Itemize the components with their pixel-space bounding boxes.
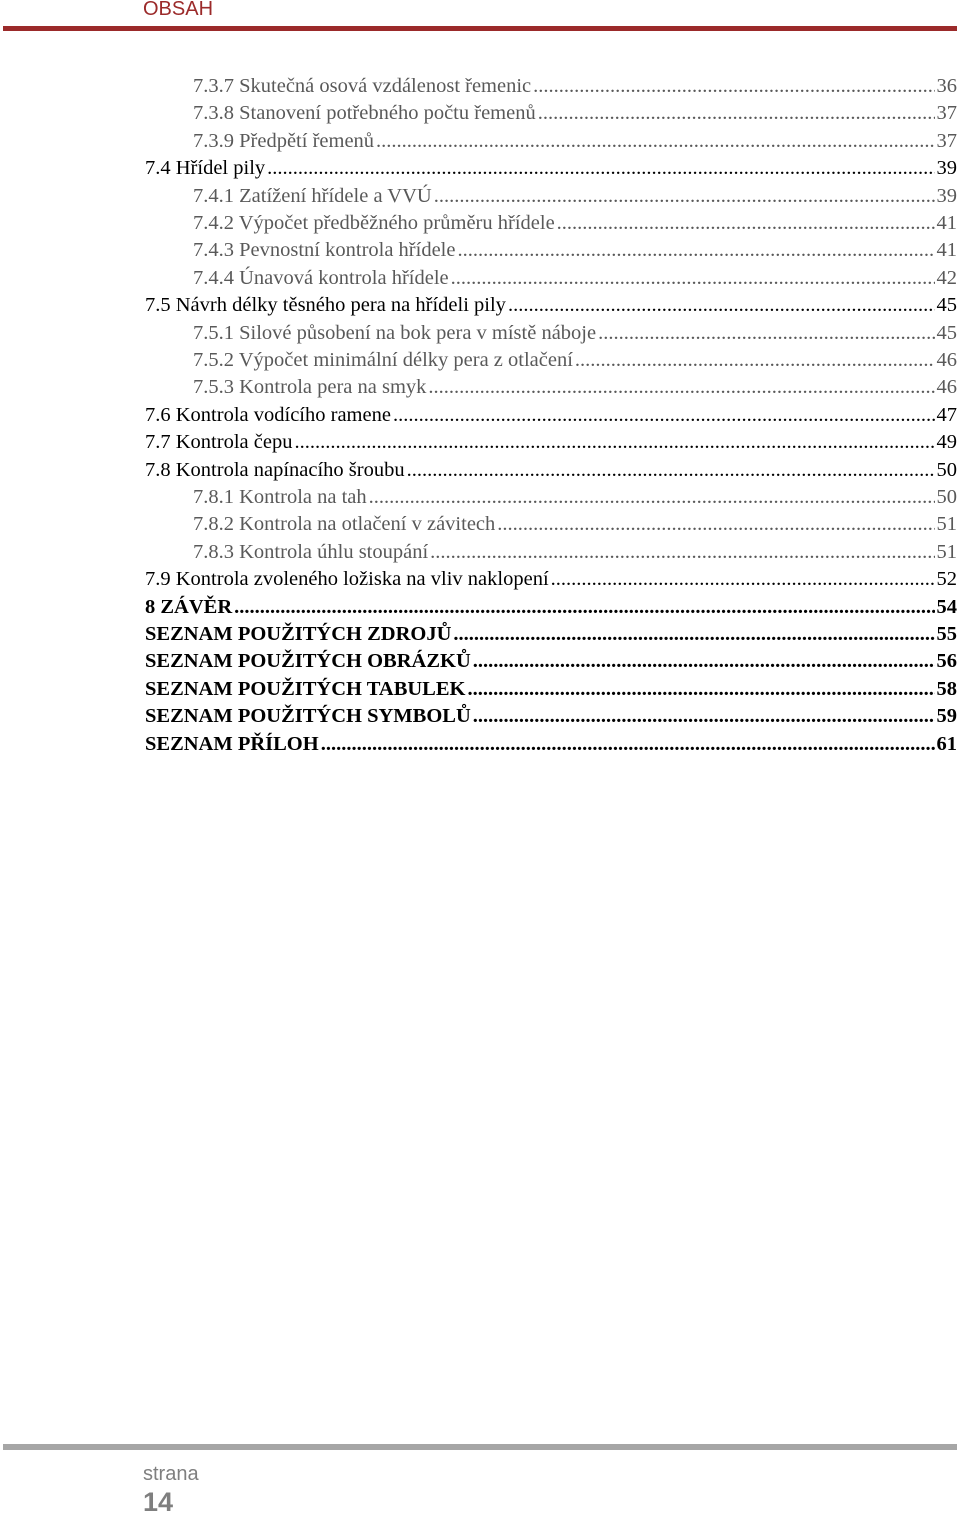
toc-entry[interactable] (145, 621, 957, 648)
toc-entry-page: 39 (936, 157, 957, 180)
toc-entry-label: 8 ZÁVĚR (145, 595, 233, 618)
toc-leader-dots (457, 237, 934, 264)
toc-entry[interactable] (193, 320, 957, 347)
toc-entry-label: 7.3.7 Skutečná osová vzdálenost řemenic (193, 75, 532, 97)
toc-leader-dots (430, 539, 934, 566)
toc-entry-page: 50 (936, 458, 957, 481)
toc-leader-dots (533, 73, 934, 100)
toc-leader-dots (294, 429, 934, 456)
toc-leader-dots (497, 511, 934, 538)
footer-divider (3, 1444, 957, 1450)
page-header-title: OBSAH (143, 0, 214, 20)
toc-entry-label: 7.7 Kontrola čepu (145, 431, 293, 454)
toc-leader-dots (551, 566, 935, 593)
toc-entry-page: 41 (936, 239, 957, 262)
toc-entry-page: 49 (936, 431, 957, 454)
toc-entry-page: 41 (936, 212, 957, 234)
toc-entry[interactable] (145, 155, 957, 182)
toc-entry[interactable] (145, 676, 957, 703)
toc-entry[interactable] (193, 265, 957, 292)
toc-entry[interactable] (193, 128, 957, 155)
toc-entry-label: 7.4 Hřídel pily (145, 157, 266, 180)
toc-entry[interactable] (145, 457, 957, 484)
footer-page-label: strana (143, 1463, 199, 1485)
toc-entry-label: 7.5.3 Kontrola pera na smyk (193, 376, 427, 399)
toc-entry-page: 37 (936, 102, 957, 125)
toc-leader-dots (467, 676, 934, 703)
toc-entry-label: SEZNAM PŘÍLOH (145, 732, 319, 755)
toc-leader-dots (428, 374, 934, 401)
toc-entry[interactable] (145, 703, 957, 730)
toc-entry-page: 61 (936, 732, 957, 755)
toc-leader-dots (376, 128, 934, 155)
toc-entry-page: 54 (936, 595, 957, 618)
toc-entry[interactable] (145, 566, 957, 593)
toc-entry-label: 7.4.1 Zatížení hřídele a VVÚ (193, 184, 432, 207)
toc-entry[interactable] (193, 73, 957, 100)
toc-entry-label: 7.8.3 Kontrola úhlu stoupání (193, 540, 429, 563)
toc-entry-page: 51 (936, 513, 957, 536)
toc-entry-label: 7.6 Kontrola vodícího ramene (145, 403, 391, 426)
toc-entry-page: 59 (936, 705, 957, 728)
toc-entry-page: 58 (936, 677, 957, 700)
toc-leader-dots (473, 703, 935, 730)
toc-entry[interactable] (193, 484, 957, 511)
footer-page-number: 14 (143, 1487, 174, 1517)
toc-leader-dots (369, 484, 935, 511)
toc-entry-page: 42 (936, 266, 957, 289)
toc-entry[interactable] (145, 429, 957, 456)
toc-entry-label: 7.9 Kontrola zvoleného ložiska na vliv naklopení (145, 568, 549, 591)
toc-entry-page: 52 (936, 568, 957, 591)
toc-leader-dots (451, 265, 935, 292)
toc-leader-dots (538, 100, 935, 127)
header-divider (3, 26, 957, 31)
toc-entry-label: 7.5.1 Silové působení na bok pera v místě náboje (193, 321, 597, 344)
toc-leader-dots (598, 320, 934, 347)
toc-entry-label: 7.4.4 Únavová kontrola hřídele (193, 266, 449, 289)
toc-leader-dots (557, 210, 935, 237)
toc-entry[interactable] (193, 511, 957, 538)
toc-entry[interactable] (145, 402, 957, 429)
toc-entry-label: 7.3.9 Předpětí řemenů (193, 129, 375, 152)
toc-leader-dots (453, 621, 934, 648)
toc-entry-label: 7.4.2 Výpočet předběžného průměru hřídele (193, 212, 555, 234)
toc-leader-dots (393, 402, 935, 429)
toc-entry[interactable] (193, 210, 957, 237)
toc-entry-page: 37 (936, 129, 957, 152)
toc-entry[interactable] (145, 731, 957, 758)
toc-entry[interactable] (145, 648, 957, 675)
toc-entry-label: 7.4.3 Pevnostní kontrola hřídele (193, 239, 456, 262)
toc-leader-dots (321, 731, 935, 758)
toc-entry[interactable] (193, 237, 957, 264)
toc-entry-page: 47 (936, 403, 957, 426)
toc-entry[interactable] (145, 292, 957, 319)
toc-entry-label: 7.8.2 Kontrola na otlačení v závitech (193, 513, 496, 536)
toc-entry-label: SEZNAM POUŽITÝCH TABULEK (145, 677, 466, 700)
toc-entry[interactable] (193, 347, 957, 374)
toc-entry-label: 7.8 Kontrola napínacího šroubu (145, 458, 405, 481)
toc-entry-page: 45 (936, 294, 957, 317)
toc-leader-dots (267, 155, 934, 182)
toc-entry[interactable] (193, 539, 957, 566)
toc-entry[interactable] (193, 374, 957, 401)
toc-entry-label: 7.5 Návrh délky těsného pera na hřídeli pily (145, 294, 506, 317)
toc-entry-page: 51 (936, 540, 957, 563)
toc-entry-page: 45 (936, 321, 957, 344)
toc-leader-dots (434, 183, 935, 210)
toc-entry[interactable] (193, 183, 957, 210)
toc-entry-label: SEZNAM POUŽITÝCH ZDROJŮ (145, 623, 452, 645)
toc-entry-label: 7.5.2 Výpočet minimální délky pera z otlačení (193, 349, 573, 371)
toc-entry-label: 7.3.8 Stanovení potřebného počtu řemenů (193, 102, 536, 125)
toc-entry-page: 55 (936, 623, 957, 645)
toc-entry-label: 7.8.1 Kontrola na tah (193, 486, 367, 508)
toc-entry-page: 46 (936, 376, 957, 399)
toc-entry-label: SEZNAM POUŽITÝCH SYMBOLŮ (145, 705, 471, 728)
toc-leader-dots (473, 648, 935, 675)
toc-leader-dots (575, 347, 935, 374)
toc-leader-dots (234, 594, 934, 621)
toc-entry[interactable] (145, 594, 957, 621)
toc-entry-page: 39 (936, 184, 957, 207)
toc-leader-dots (508, 292, 935, 319)
toc-entry-page: 36 (936, 75, 957, 97)
toc-entry-page: 50 (936, 486, 957, 508)
toc-leader-dots (407, 457, 935, 484)
toc-entry[interactable] (193, 100, 957, 127)
toc-entry-page: 56 (936, 650, 957, 673)
toc-entry-page: 46 (936, 349, 957, 371)
toc-entry-label: SEZNAM POUŽITÝCH OBRÁZKŮ (145, 650, 471, 673)
